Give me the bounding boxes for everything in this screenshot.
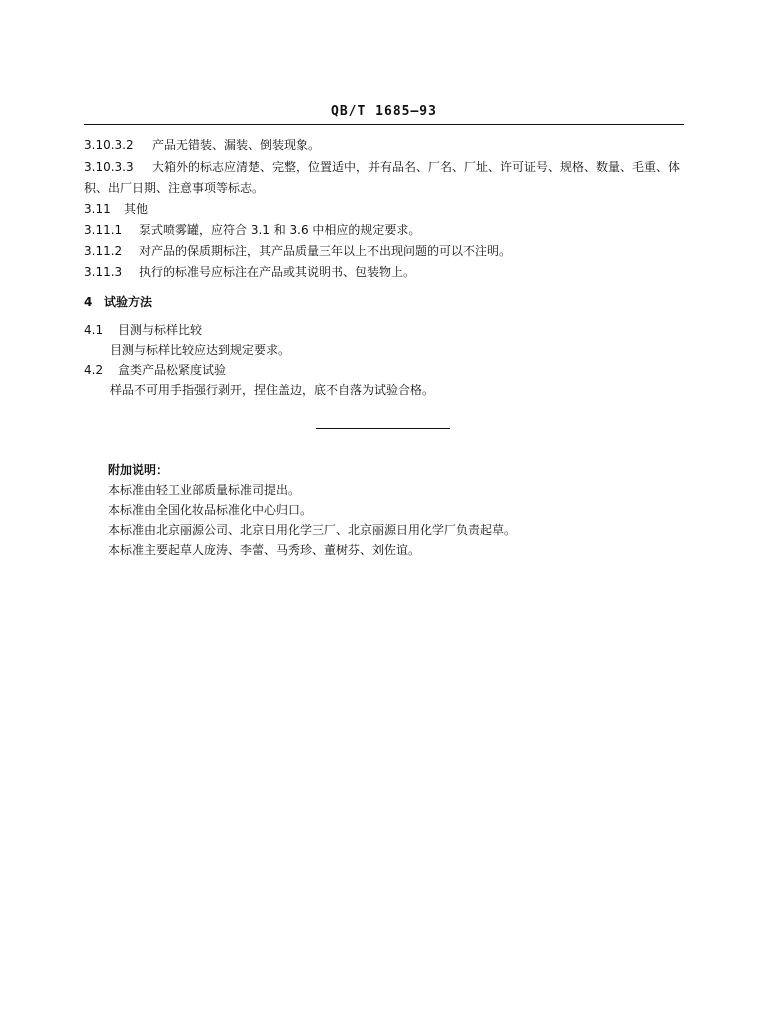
clause-number: 3.10.3.3 [84,160,134,174]
clause-text: 泵式喷雾罐，应符合 3.1 和 3.6 中相应的规定要求。 [139,223,421,237]
clause-text: 执行的标准号应标注在产品或其说明书、包装物上。 [139,265,416,279]
section-title: 试验方法 [104,295,153,309]
clause-number: 3.10.3.2 [84,138,134,152]
clause-text: 产品无错装、漏装、倒装现象。 [152,138,321,152]
clause-3-11-1 [84,222,420,238]
clause-number: 3.11.3 [84,265,123,279]
end-of-standard-rule [316,428,450,429]
subsection-number: 4.2 [84,363,104,377]
subsection-4-2-heading [84,362,226,378]
page-header-code: QB/T 1685—93 [331,104,437,119]
clause-text: 其他 [124,202,149,216]
clause-3-10-3-3 [84,159,680,175]
clause-number: 3.11 [84,202,111,216]
clause-3-11-3 [84,264,415,280]
subsection-title: 目测与标样比较 [118,323,203,337]
clause-number: 3.11.1 [84,223,123,237]
notes-line: 本标准由全国化妆品标准化中心归口。 [108,503,313,517]
clause-text: 大箱外的标志应清楚、完整，位置适中，并有品名、厂名、厂址、许可证号、规格、数量、毛重、体 [152,160,681,174]
header-rule [84,124,684,125]
notes-line: 本标准由轻工业部质量标准司提出。 [108,483,301,497]
clause-number: 3.11.2 [84,244,123,258]
subsection-4-2-text: 样品不可用手指强行剥开，捏住盖边，底不自落为试验合格。 [110,383,435,397]
clause-3-11 [84,201,148,217]
notes-line: 本标准由北京丽源公司、北京日用化学三厂、北京丽源日用化学厂负责起草。 [108,523,517,537]
subsection-title: 盒类产品松紧度试验 [118,363,227,377]
clause-text: 对产品的保质期标注，其产品质量三年以上不出现问题的可以不注明。 [139,244,512,258]
subsection-4-1-text: 目测与标样比较应达到规定要求。 [110,343,291,357]
section-number: 4 [84,295,93,309]
clause-continuation: 积、出厂日期、注意事项等标志。 [84,181,265,195]
notes-title: 附加说明： [108,463,169,477]
section-heading-4 [84,294,152,310]
subsection-4-1-heading [84,322,202,338]
clause-3-11-2 [84,243,511,259]
clause-3-10-3-2 [84,137,320,153]
subsection-number: 4.1 [84,323,104,337]
notes-line: 本标准主要起草人庞涛、李蕾、马秀珍、董树芬、刘佐谊。 [108,543,421,557]
